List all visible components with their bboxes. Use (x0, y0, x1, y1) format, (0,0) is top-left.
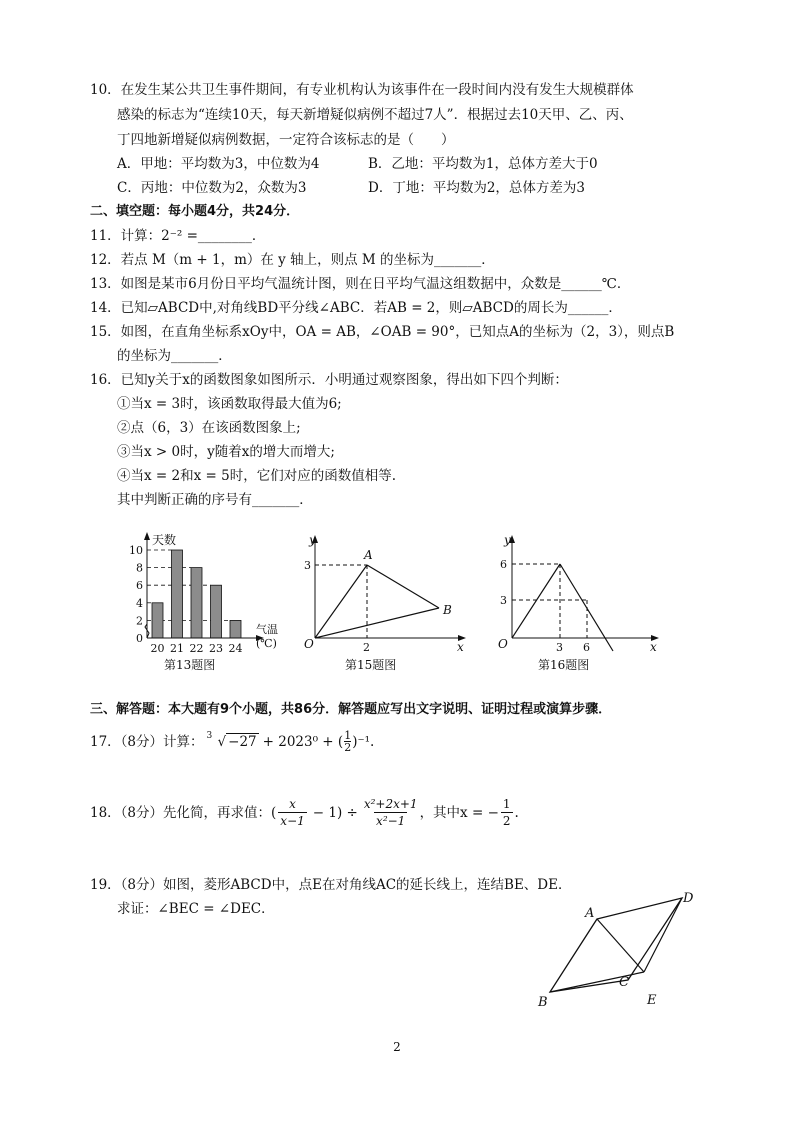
fig16-graph-rising (512, 564, 560, 638)
fig13-caption: 第13题图 (164, 658, 216, 672)
q18-mid: − 1) ÷ (312, 804, 358, 821)
q17-fraction-num: 1 (344, 729, 352, 742)
fig13-x-label-2: (℃) (256, 637, 277, 650)
q10-line1: 10．在发生某公共卫生事件期间，有专业机构认为该事件在一段时间内没有发生大规模群体 (90, 82, 634, 98)
q17-radicand: −27 (228, 733, 257, 750)
q16-statement-2: ②点（6，3）在该函数图象上; (117, 420, 301, 436)
fig13-y-tick-label: 8 (136, 561, 143, 575)
fig13-y-tick-labels (129, 544, 143, 645)
fig16-x-tick-3: 3 (556, 641, 563, 654)
fig15-point-b-label: B (443, 603, 452, 617)
fig13-y-label: 天数 (152, 533, 177, 547)
q18-fraction-1-num: x (289, 797, 296, 811)
figure-13-bar-chart (110, 530, 290, 680)
q18-fraction-2 (364, 796, 418, 829)
fig15-origin-label: O (304, 637, 314, 651)
q18-fraction-1 (278, 796, 306, 829)
q16-last-line: 其中判断正确的序号有_______． (117, 492, 313, 508)
q18-fraction-1-den: x−1 (280, 814, 305, 828)
figure-16 (490, 533, 665, 678)
fig16-x-tick-6: 6 (583, 641, 590, 654)
q13: 13．如图是某市6月份日平均气温统计图，则在日平均气温这组数据中，众数是______℃． (90, 276, 631, 292)
q18-condition: ，其中x = − (419, 804, 499, 821)
q18-prefix: 18．（8分）先化简，再求值：( (90, 804, 277, 821)
q17-fraction-den: 2 (344, 741, 352, 754)
q17-cube-root: 3 √ −27 (208, 732, 259, 752)
fig13-y-tick-label: 6 (136, 579, 143, 593)
fig13-x-label-1: 气温 (256, 623, 278, 636)
q16-statement-3: ③当x > 0时，y随着x的增大而增大; (117, 444, 335, 460)
q19-line1: 19．（8分）如图，菱形ABCD中，点E在对角线AC的延长线上，连结BE、DE． (90, 877, 572, 893)
fig13-bar-23 (211, 585, 222, 638)
fig16-y-tick-3: 3 (500, 594, 507, 607)
fig19-label-d: D (683, 891, 694, 906)
fig13-bars (152, 550, 241, 638)
q18-fraction-3-den: 2 (502, 814, 511, 828)
q18-fraction-2-den: x²−1 (376, 814, 406, 828)
q14: 14．已知▱ABCD中,对角线BD平分线∠ABC．若AB = 2，则▱ABCD的周长为______． (90, 300, 622, 316)
fig13-y-tick-label: 2 (136, 614, 143, 628)
fig13-x-tick-label: 22 (189, 642, 204, 655)
q11: 11．计算：2⁻² =________． (90, 228, 266, 244)
fig13-x-tick-labels (151, 642, 243, 655)
q18 (90, 796, 519, 829)
q17-root-index: 3 (206, 730, 213, 741)
fig13-x-tick-label: 23 (209, 642, 223, 655)
q10-option-c: C．丙地：中位数为2，众数为3 (117, 180, 307, 196)
q16-statement-4: ④当x = 2和x = 5时，它们对应的函数值相等. (117, 468, 396, 484)
fig19-segment-de (644, 898, 682, 972)
fig19-segment-be (550, 972, 644, 992)
fig16-y-tick-6: 6 (500, 558, 507, 571)
fig13-x-tick-label: 20 (150, 642, 165, 655)
q19-line2: 求证：∠BEC = ∠DEC． (117, 901, 275, 917)
fig19-label-b: B (538, 995, 548, 1010)
fig15-y-tick-3: 3 (304, 559, 311, 572)
q10-option-b: B．乙地：平均数为1，总体方差大于0 (368, 156, 598, 172)
fig13-y-tick-label: 0 (136, 632, 143, 645)
fig13-y-tick-label: 4 (136, 596, 143, 610)
q18-end: . (514, 804, 519, 821)
q17-tail: )⁻¹. (352, 733, 375, 750)
fig13-x-tick-label: 24 (228, 642, 243, 655)
q15-line1: 15．如图，在直角坐标系xOy中，OA = AB，∠OAB = 90°，已知点A的坐标为（2，3），则点B (90, 324, 675, 340)
q17-fraction (344, 730, 351, 753)
q16-statement-1: ①当x = 3时，该函数取得最大值为6; (117, 396, 342, 412)
fig15-segment-ab (367, 565, 439, 608)
q17-rest: + 2023⁰ + ( (262, 733, 344, 750)
q15-line2: 的坐标为_______． (117, 348, 232, 364)
q17 (90, 730, 374, 753)
fig13-x-tick-label: 21 (170, 642, 184, 655)
fig15-caption: 第15题图 (345, 658, 397, 672)
q12: 12．若点 M（m + 1，m）在 y 轴上，则点 M 的坐标为_______． (90, 252, 495, 268)
fig16-y-label: y (504, 533, 511, 547)
fig15-y-label: y (309, 533, 316, 547)
figure-15 (300, 533, 470, 678)
q17-prefix: 17．（8分）计算： (90, 733, 204, 750)
q16-line1: 16．已知y关于x的函数图象如图所示．小明通过观察图象，得出如下四个判断： (90, 372, 568, 388)
q18-fraction-3-num: 1 (502, 797, 511, 811)
q10-line2: 感染的标志为“连续10天，每天新增疑似病例不超过7人”．根据过去10天甲、乙、丙、 (117, 107, 633, 123)
fig13-bar-20 (152, 603, 163, 638)
page-number: 2 (393, 1040, 401, 1054)
section-3-heading: 三、解答题：本大题有9个小题，共86分．解答题应写出文字说明、证明过程或演算步骤． (90, 702, 612, 717)
figure-19-rhombus (525, 882, 705, 1014)
fig13-y-tick-label: 10 (129, 544, 143, 557)
q10-option-a: A．甲地：平均数为3，中位数为4 (117, 156, 320, 172)
fig13-bar-24 (230, 620, 241, 638)
fig16-x-label: x (650, 640, 657, 654)
fig15-x-label: x (457, 640, 464, 654)
fig13-bar-22 (191, 568, 202, 638)
q18-fraction-3 (501, 796, 513, 829)
q10-line3: 丁四地新增疑似病例数据，一定符合该标志的是（ ） (117, 132, 455, 148)
q10-option-d: D．丁地：平均数为2，总体方差为3 (368, 180, 586, 196)
fig19-label-c: C (619, 975, 629, 990)
q18-fraction-2-num: x²+2x+1 (363, 797, 418, 811)
fig16-origin-label: O (498, 637, 508, 651)
fig19-label-e: E (647, 993, 657, 1008)
fig19-diagonal-ae (597, 919, 644, 972)
fig19-label-a: A (585, 906, 595, 921)
section-2-heading: 二、填空题：每小题4分，共24分． (90, 204, 300, 219)
fig15-x-tick-2: 2 (363, 641, 370, 654)
fig15-point-a-label: A (364, 548, 373, 562)
fig13-bar-21 (172, 550, 183, 638)
fig13-y-arrow (144, 532, 150, 540)
fig16-caption: 第16题图 (538, 658, 590, 672)
